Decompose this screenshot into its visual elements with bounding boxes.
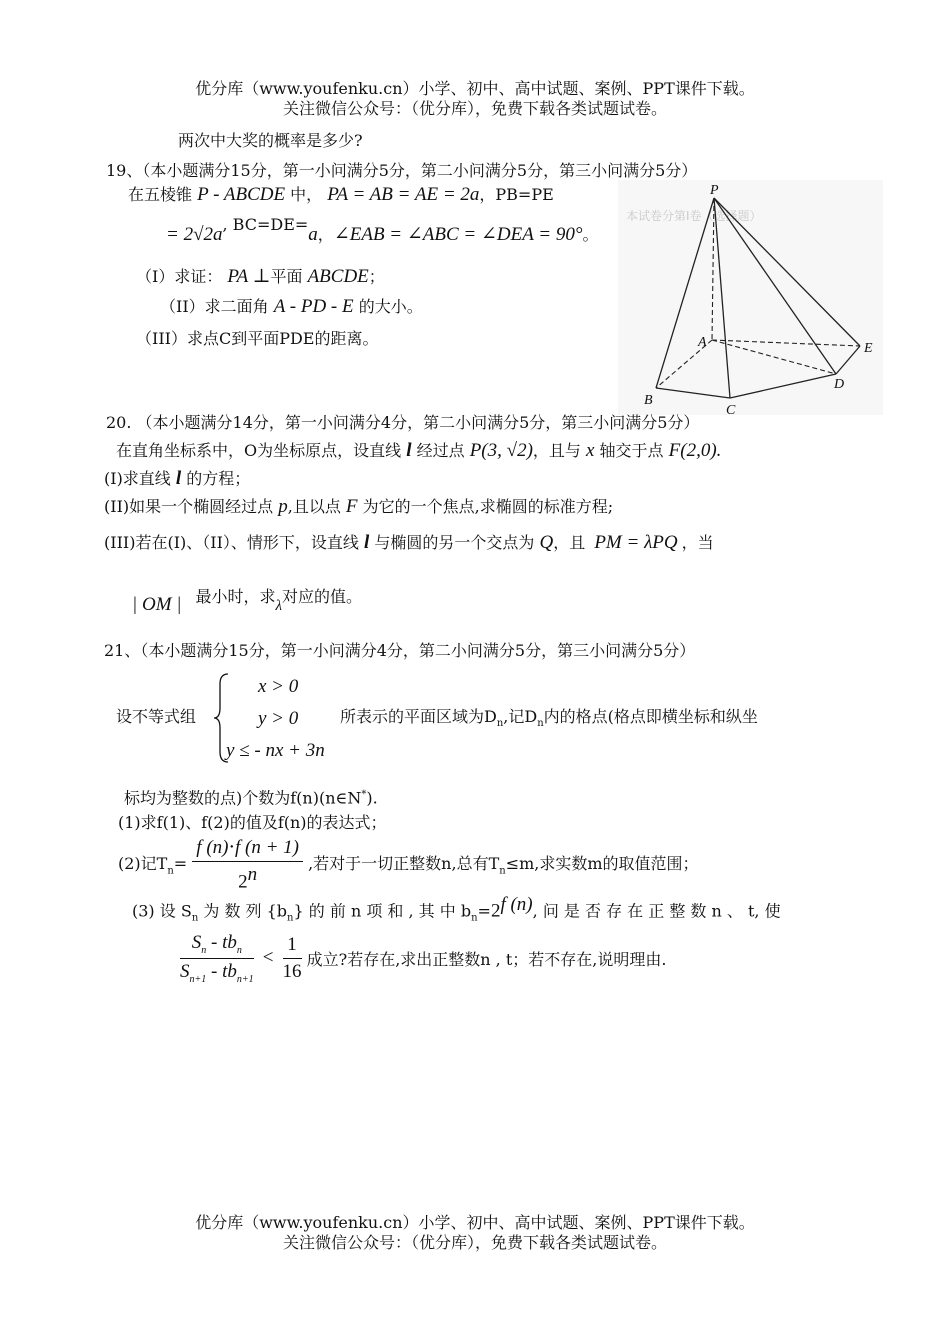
q21-part3-sub-3: n (471, 912, 478, 924)
q21-ineq-2: y > 0 (258, 708, 299, 729)
q21-one: 1 (283, 934, 302, 959)
q20-lambda: λ (275, 598, 283, 614)
q19-part2-end: 的大小。 (358, 297, 423, 316)
q19-var-a: a (308, 224, 318, 245)
label-C: C (726, 403, 736, 415)
q21-ineq-1: x > 0 (258, 676, 299, 697)
q21-suffix-b: ,记D (503, 707, 538, 726)
q21-inequality-line (180, 932, 666, 985)
q20-om-abs: | OM | (132, 594, 182, 615)
q20-part3-f: 对应的值。 (282, 587, 363, 606)
q21-part3-c: } 的 前 n 项 和 , 其 中 b (293, 901, 472, 921)
q19-bc-de: , BC=DE= (222, 215, 309, 234)
q20-part1-a: (I)求直线 (104, 469, 171, 488)
q21-part3-sub-1: n (191, 912, 199, 924)
q19-eq2: = 2√2a (166, 224, 223, 245)
q21-ratio-den-mid: - tb (206, 960, 237, 982)
q20-vector-equation: PM = λPQ (594, 532, 678, 553)
q20-point-P: P(3, √2) (469, 440, 533, 461)
q21-heading: 21、（本小题满分15分，第一小问满分4分，第二小问满分5分，第三小问满分5分） (104, 641, 696, 660)
q21-line2-a: 标均为整数的点)个数为f(n)(n∈N (124, 788, 362, 808)
q19-part1-math: PA ⊥ (227, 266, 271, 287)
q19-heading: 19、（本小题满分15分，第一小问满分5分，第二小问满分5分，第三小问满分5分） (106, 161, 698, 180)
figure-faded-text: 本试卷分第Ⅰ卷（选择题） (626, 209, 762, 223)
q21-part-1: (1)求f(1)、f(2)的值及f(n)的表达式； (118, 813, 387, 832)
q20-part2-b: ,且以点 (287, 497, 341, 516)
q19-part-2 (160, 296, 423, 318)
q21-tn-fraction (192, 836, 303, 893)
previous-question-tail: 两次中大奖的概率是多少? (178, 131, 363, 150)
q19-intro-prefix: 在五棱锥 (128, 185, 193, 204)
q21-ineq-3: y ≤ - nx + 3n (226, 740, 325, 761)
q20-part2-F: F (345, 496, 358, 517)
q21-ratio-den-S: S (180, 960, 190, 982)
q20-part3-a: (III)若在(I)、（II）、情形下，设直线 (104, 533, 359, 552)
q21-sixteen: 16 (282, 960, 302, 982)
q19-angles: ∠EAB = ∠ABC = ∠DEA = 90° (333, 224, 583, 245)
q20-part-2 (104, 496, 613, 518)
q21-ratio-numerator (180, 932, 254, 959)
q19-part2-math: A - PD - E (273, 296, 354, 317)
q21-part2-c: ,若对于一切正整数n,总有T (308, 854, 500, 874)
header-line-2: 关注微信公众号：（优分库），免费下载各类试题试卷。 (282, 99, 667, 118)
q20-intro-a: 在直角坐标系中，O为坐标原点，设直线 (116, 441, 402, 460)
q21-part2-d: ≤m,求实数m的取值范围； (505, 854, 699, 874)
q20-part3-c: ，且 (553, 533, 586, 552)
q21-less-than: < (262, 946, 274, 968)
q21-ratio-num-sub-2: n (236, 944, 242, 956)
q21-ratio-fraction (180, 932, 254, 985)
q19-part1-plane: ABCDE (307, 266, 369, 287)
q21-sub-n-2: n (537, 718, 544, 730)
q21-one-sixteenth (283, 934, 302, 983)
q21-part-2 (118, 836, 699, 893)
label-A: A (698, 335, 707, 350)
q21-frac-denominator (192, 862, 303, 893)
q21-part2-sub-n: n (167, 865, 174, 877)
q20-part3-b: 与椭圆的另一个交点为 (374, 533, 535, 552)
q21-part3-e: , 问 是 否 存 在 正 整 数 n 、 t, 使 (532, 901, 781, 921)
q20-intro-d: 轴交于点 (599, 441, 664, 460)
q20-part3-d: ，当 (681, 533, 714, 552)
q19-conditions (166, 215, 599, 246)
q19-comma: ， (317, 225, 334, 244)
q20-part3-l: l (364, 532, 370, 553)
q21-part2-a: (2)记T (118, 854, 168, 874)
q20-point-Q: Q (539, 532, 554, 553)
q21-fn-exponent: f (n) (500, 894, 533, 915)
q20-intro-b: 经过点 (416, 441, 465, 460)
q21-ratio-num-S: S (191, 932, 202, 953)
q21-suffix-a: 所表示的平面区域为D (340, 707, 497, 726)
q19-part-3: （III）求点C到平面PDE的距离。 (136, 329, 379, 348)
q21-ratio-num-sub-1: n (201, 944, 207, 956)
q20-heading: 20. （本小题满分14分，第一小问满分4分，第二小问满分5分，第三小问满分5分） (106, 413, 700, 432)
q21-star: * (361, 789, 367, 800)
footer-line-1: 优分库（www.youfenku.cn）小学、初中、高中试题、案例、PPT课件下载。 (195, 1213, 755, 1232)
header-line-1: 优分库（www.youfenku.cn）小学、初中、高中试题、案例、PPT课件下载。 (195, 79, 755, 98)
q21-line-2 (124, 784, 378, 809)
q21-system-suffix (340, 706, 758, 735)
q20-part2-a: (II)如果一个椭圆经过点 (104, 497, 274, 516)
q19-part1-mid: 平面 (270, 267, 303, 286)
q21-frac-den-base: 2 (238, 871, 248, 893)
q20-part1-b: 的方程； (186, 469, 251, 488)
q19-pyramid: P - ABCDE (197, 184, 286, 205)
q20-part1-l: l (175, 468, 182, 489)
q21-part-3 (132, 894, 781, 930)
q21-part3-a: (3) 设 S (132, 901, 192, 921)
q21-two: 2 (490, 900, 501, 922)
q20-part-1 (104, 468, 250, 490)
pyramid-figure (618, 180, 883, 415)
q21-sub-n-1: n (496, 718, 504, 730)
q21-part3-sub-2: n (287, 912, 294, 924)
q19-pb-pe: ，PB=PE (479, 185, 554, 204)
q19-part2-prefix: （II）求二面角 (160, 297, 269, 316)
q20-x-axis: x (586, 440, 595, 461)
q21-part2-sub-n-2: n (499, 865, 506, 877)
q21-line2-b: ). (366, 788, 378, 808)
q21-part3-d: = (477, 901, 491, 921)
q19-eq1: PA = AB = AE = 2a (327, 184, 480, 205)
q20-part-3 (104, 532, 714, 554)
q21-ratio-denominator (180, 959, 254, 985)
q21-ratio-den-sub-1: n+1 (189, 973, 207, 985)
q21-suffix-c: 内的格点(格点即横坐标和纵坐 (543, 707, 758, 726)
q20-part2-c: 为它的一个焦点,求椭圆的标准方程; (362, 497, 614, 516)
q21-frac-numerator: f (n)⋅f (n + 1) (192, 836, 303, 862)
q21-system-prefix: 设不等式组 (116, 707, 197, 726)
q20-intro-c: ，且与 (532, 441, 581, 460)
q20-line-l: l (406, 440, 412, 461)
q19-part-1 (136, 266, 385, 288)
q20-part3-e: 最小时，求 (195, 587, 276, 606)
q21-ratio-num-mid: - tb (206, 932, 237, 953)
label-P: P (710, 183, 719, 198)
q19-part1-prefix: （I）求证： (136, 267, 223, 286)
label-B: B (644, 393, 653, 408)
q21-frac-den-exp: n (247, 864, 258, 885)
label-D: D (834, 377, 845, 392)
q21-part2-b: = (173, 854, 188, 874)
q20-intro (116, 440, 721, 462)
q21-ratio-den-sub-2: n+1 (236, 973, 254, 985)
q20-part-3-continued (132, 587, 363, 617)
q20-point-F: F(2,0). (668, 440, 722, 461)
footer-line-2: 关注微信公众号：（优分库），免费下载各类试题试卷。 (282, 1233, 667, 1252)
label-E: E (864, 341, 873, 356)
q21-part3-f: 成立?若存在,求出正整数n , t；若不存在,说明理由. (306, 949, 667, 969)
q19-intro-mid: 中， (290, 185, 323, 204)
q20-part2-p: p (278, 496, 288, 517)
q19-intro (128, 184, 554, 206)
q19-end: 。 (582, 225, 599, 244)
q21-part3-b: 为 数 列 {b (203, 901, 288, 921)
q19-part1-end: ； (368, 267, 385, 286)
